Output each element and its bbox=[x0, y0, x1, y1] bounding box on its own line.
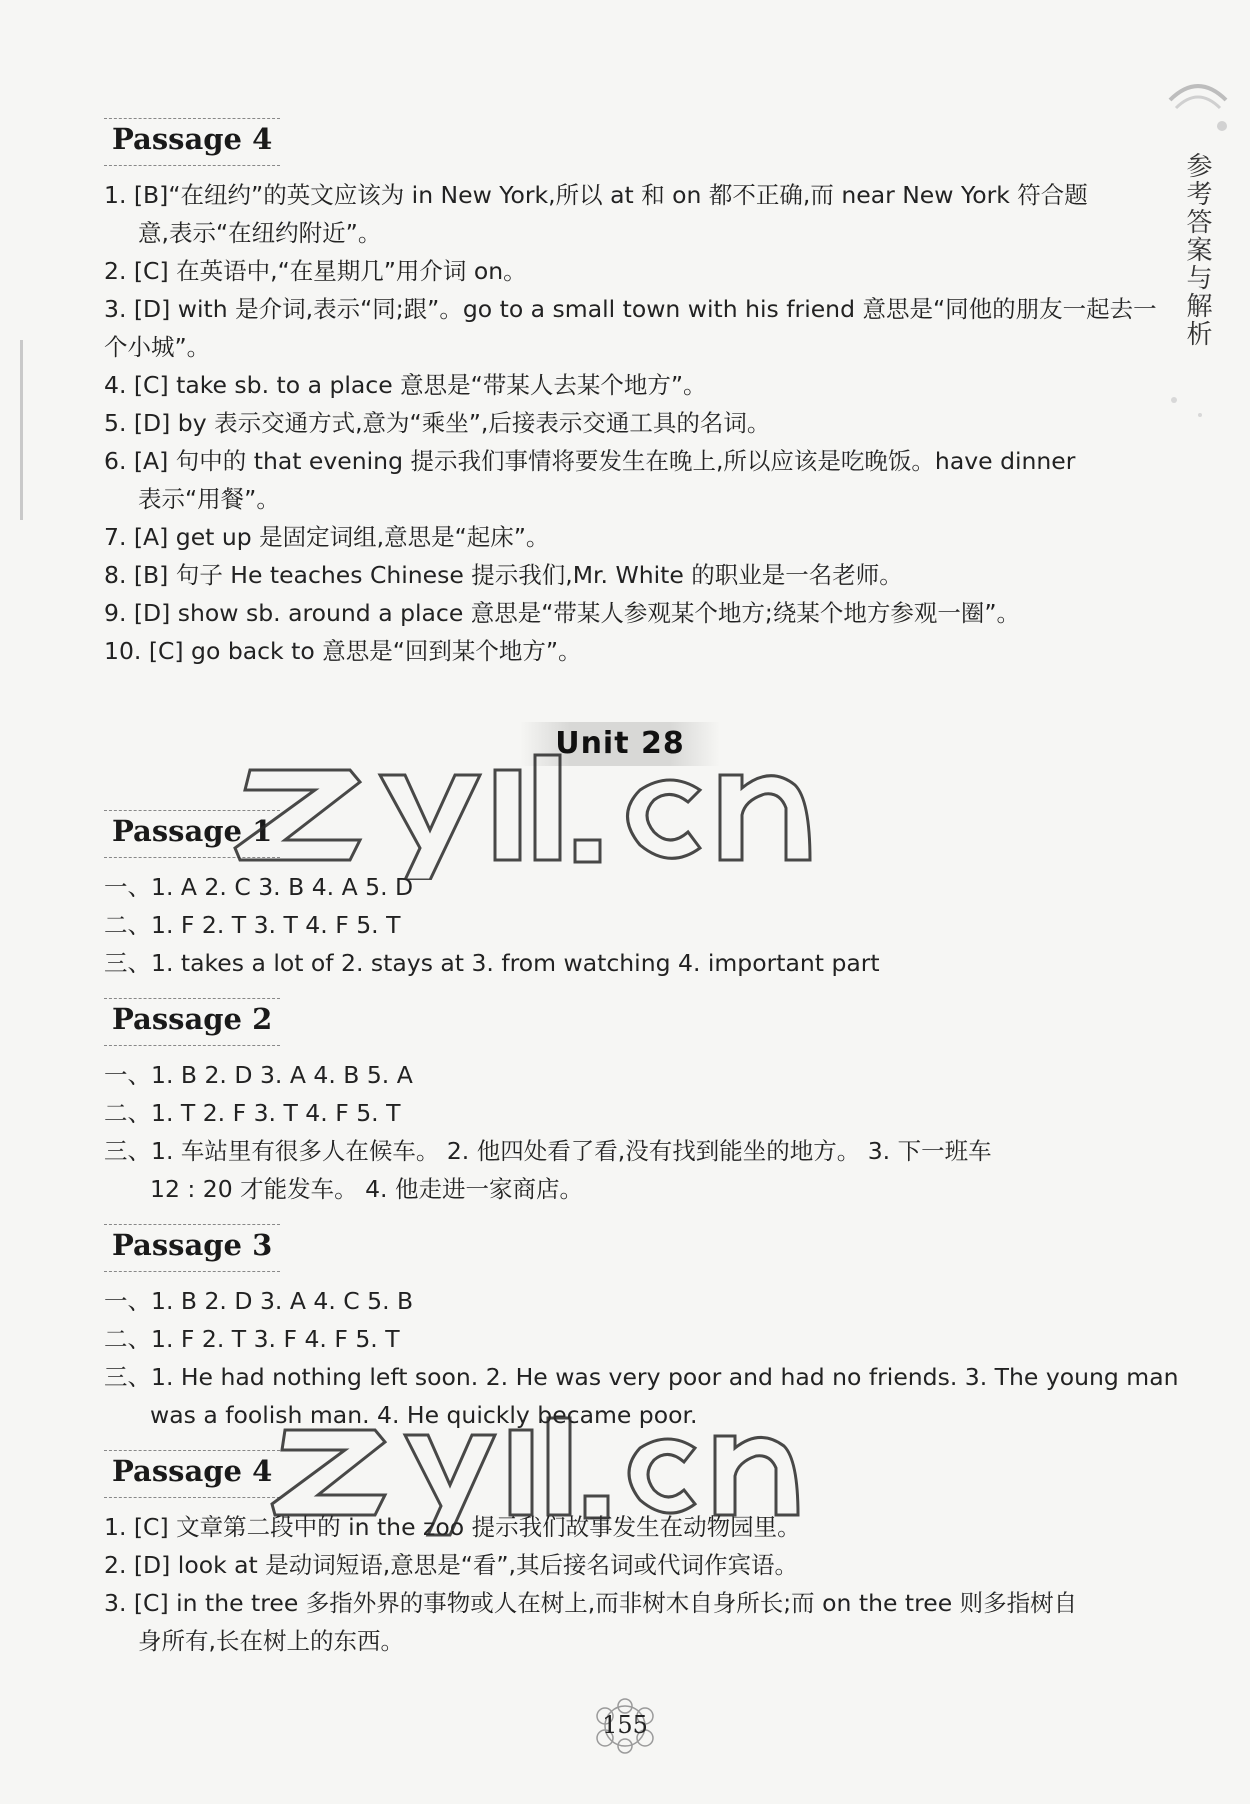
passage-3-heading: Passage 3 bbox=[104, 1224, 280, 1272]
answer-line: 意,表示“在纽约附近”。 bbox=[138, 219, 382, 247]
answer-line: 9. [D] show sb. around a place 意思是“带某人参观某个地方;绕某个地方参观一圈”。 bbox=[104, 599, 1021, 627]
answer-line: 二、1. T 2. F 3. T 4. F 5. T bbox=[104, 1099, 401, 1127]
answer-line: 三、1. takes a lot of 2. stays at 3. from watching 4. important part bbox=[104, 949, 880, 977]
unit-title: Unit 28 bbox=[520, 722, 720, 766]
answer-line: 5. [D] by 表示交通方式,意为“乘坐”,后接表示交通工具的名词。 bbox=[104, 409, 771, 437]
answer-line: 三、1. 车站里有很多人在候车。 2. 他四处看了看,没有找到能坐的地方。 3. 下一班车 bbox=[104, 1137, 992, 1165]
answer-line: 二、1. F 2. T 3. T 4. F 5. T bbox=[104, 911, 401, 939]
answer-line: 3. [D] with 是介词,表示“同;跟”。go to a small town with his friend 意思是“同他的朋友一起去一 bbox=[104, 295, 1157, 323]
answer-line: 一、1. B 2. D 3. A 4. B 5. A bbox=[104, 1061, 413, 1089]
answer-line: 1. [C] 文章第二段中的 in the zoo 提示我们故事发生在动物园里。 bbox=[104, 1513, 801, 1541]
answer-line: 8. [B] 句子 He teaches Chinese 提示我们,Mr. White 的职业是一名老师。 bbox=[104, 561, 903, 589]
passage-4-heading: Passage 4 bbox=[104, 118, 280, 166]
answer-line: 个小城”。 bbox=[104, 333, 211, 361]
answer-line: was a foolish man. 4. He quickly became poor. bbox=[150, 1401, 698, 1429]
answer-line: 7. [A] get up 是固定词组,意思是“起床”。 bbox=[104, 523, 550, 551]
watermark-logo bbox=[270, 1400, 830, 1540]
side-label: 参考答案与解析 bbox=[1182, 152, 1212, 348]
margin-mark bbox=[20, 340, 23, 520]
passage-2-heading: Passage 2 bbox=[104, 998, 280, 1046]
answer-line: 2. [D] look at 是动词短语,意思是“看”,其后接名词或代词作宾语。 bbox=[104, 1551, 799, 1579]
answer-line: 表示“用餐”。 bbox=[138, 485, 280, 513]
watermark-logo bbox=[230, 730, 850, 880]
answer-line: 6. [A] 句中的 that evening 提示我们事情将要发生在晚上,所以应该是吃晚饭。have dinner bbox=[104, 447, 1076, 475]
answer-line: 三、1. He had nothing left soon. 2. He was very poor and had no friends. 3. The young man bbox=[104, 1363, 1179, 1391]
answer-line: 1. [B]“在纽约”的英文应该为 in New York,所以 at 和 on 都不正确,而 near New York 符合题 bbox=[104, 181, 1088, 209]
answer-line: 一、1. B 2. D 3. A 4. C 5. B bbox=[104, 1287, 414, 1315]
answer-line: 2. [C] 在英语中,“在星期几”用介词 on。 bbox=[104, 257, 527, 285]
passage-4b-heading: Passage 4 bbox=[104, 1450, 280, 1498]
passage-1-heading: Passage 1 bbox=[104, 810, 280, 858]
answer-line: 一、1. A 2. C 3. B 4. A 5. D bbox=[104, 873, 414, 901]
answer-line: 12 : 20 才能发车。 4. 他走进一家商店。 bbox=[150, 1175, 583, 1203]
answer-line: 10. [C] go back to 意思是“回到某个地方”。 bbox=[104, 637, 582, 665]
answer-line: 4. [C] take sb. to a place 意思是“带某人去某个地方”。 bbox=[104, 371, 707, 399]
answer-line: 身所有,长在树上的东西。 bbox=[138, 1627, 404, 1655]
answer-line: 二、1. F 2. T 3. F 4. F 5. T bbox=[104, 1325, 400, 1353]
answer-line: 3. [C] in the tree 多指外界的事物或人在树上,而非树木自身所长;而 on the tree 则多指树自 bbox=[104, 1589, 1078, 1617]
page-number: 155 bbox=[602, 1711, 648, 1739]
